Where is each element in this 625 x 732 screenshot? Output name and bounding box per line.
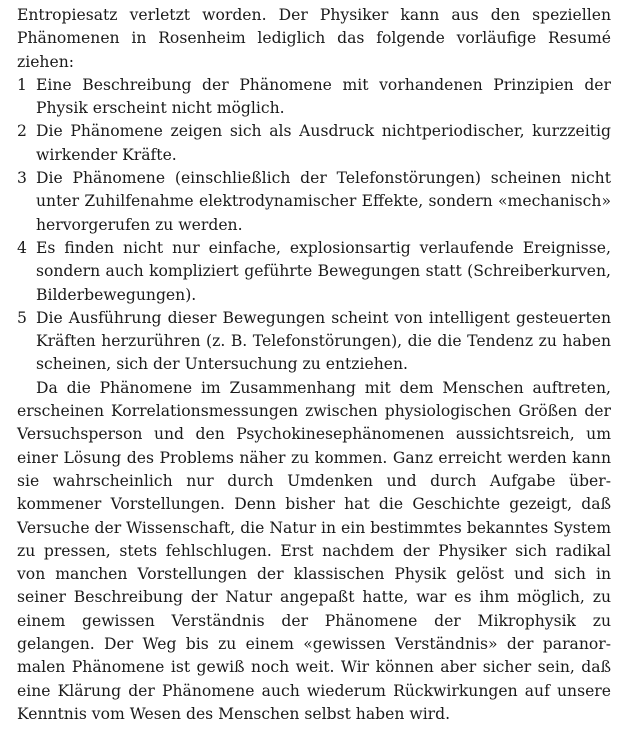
list-item-number: 1 bbox=[17, 75, 27, 94]
list-item bbox=[17, 167, 611, 237]
list-item bbox=[17, 74, 611, 121]
list-item-text: Die Phänomene zeigen sich als Ausdruck nichtperiodischer, kurzzeitig wirkender Kräfte. bbox=[36, 122, 611, 164]
body-paragraph: Da die Phänomene im Zusammenhang mit dem Menschen auftreten, erscheinen Korrelationsmessungen zwischen physiologischen Größen der Versuchsperson und den Psychokinesephänomenen aussichtsreich, um einer Lösung des Problems näher zu kommen. Ganz erreicht werden kann sie wahrscheinlich nur durch Umdenken und durch Aufgabe überkommener Vorstellungen. Denn bisher hat die Geschichte gezeigt, daß Versuche der Wissenschaft, die Natur in ein bestimmtes bekanntes System zu pressen, stets fehlschlugen. Erst nachdem der Physiker sich radikal von manchen Vorstellungen der klassischen Physik gelöst und sich in seiner Beschreibung der Natur angepaßt hatte, war es ihm möglich, zu einem gewissen Verständnis der Phänomene der Mikrophysik zu gelangen. Der Weg bis zu einem «gewissen Verständnis» der paranormalen Phänomene ist gewiß noch weit. Wir können aber sicher sein, daß eine Klärung der Phänomene auch wiederum Rückwirkungen auf unsere Kenntnis vom Wesen des Menschen selbst haben wird. bbox=[17, 378, 611, 723]
list-item-text: Die Ausführung dieser Bewegungen scheint von intelligent gesteuerten Kräften herzurühren (z. B. Telefonstörungen), die die Tendenz zu haben scheinen, sich der Untersuchung zu entziehen. bbox=[36, 308, 611, 374]
list-item bbox=[17, 237, 611, 307]
resume-list bbox=[17, 74, 611, 377]
list-item bbox=[17, 307, 611, 377]
intro-text: Entropiesatz verletzt worden. Der Physiker kann aus den speziellen Phänomenen in Rosenheim lediglich das folgende vorläufige Resumé ziehen: bbox=[17, 6, 611, 71]
list-item-number: 2 bbox=[17, 122, 27, 141]
list-item-text: Eine Beschreibung der Phänomene mit vorhandenen Prinzipien der Physik erscheint nicht möglich. bbox=[36, 75, 611, 118]
list-item-text: Es finden nicht nur einfache, explosionsartig verlaufende Ereignisse, sondern auch kompliziert geführte Bewegungen statt (Schreiberkurven, Bilderbewegungen). bbox=[36, 238, 611, 304]
list-item-text: Die Phänomene (einschließlich der Telefonstörungen) scheinen nicht unter Zuhilfenahme elektrodynamischer Effekte, sondern «mechanisch» hervorgerufen zu werden. bbox=[36, 169, 611, 234]
list-item-number: 3 bbox=[17, 169, 27, 188]
list-item-number: 4 bbox=[17, 238, 27, 257]
list-item bbox=[17, 120, 611, 167]
list-item-number: 5 bbox=[17, 308, 27, 327]
